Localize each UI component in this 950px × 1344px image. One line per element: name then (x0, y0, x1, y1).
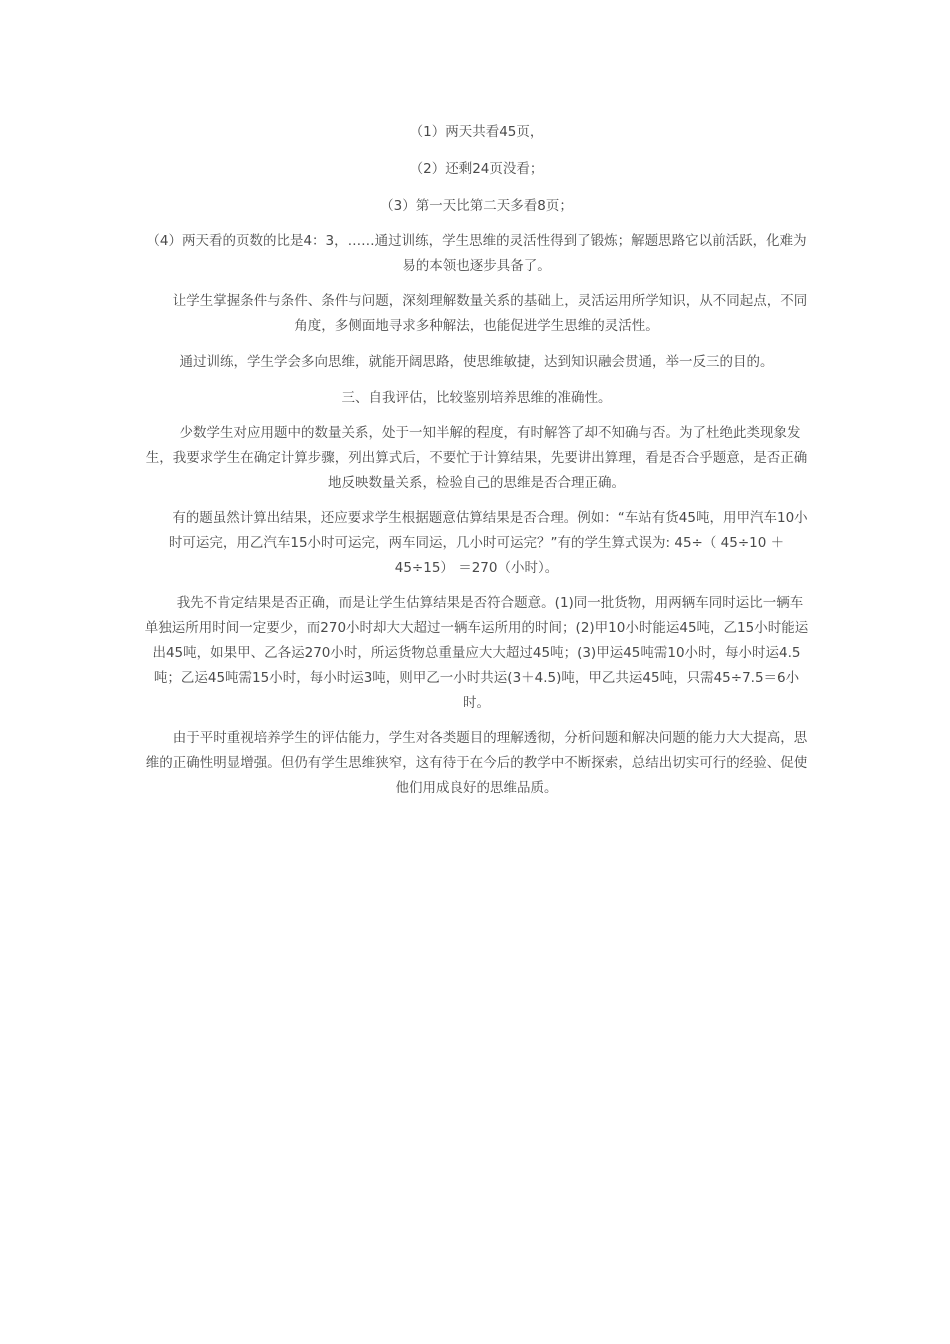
paragraph-item-2: （2）还剩24页没看； (409, 161, 544, 177)
paragraph-flexibility: 让学生掌握条件与条件、条件与问题，深刻理解数量关系的基础上，灵活运用所学知识，从不同起点，不同角度，多侧面地寻求多种解法，也能促进学生思维的灵活性。 (172, 293, 808, 334)
paragraph-accuracy: 少数学生对应用题中的数量关系，处于一知半解的程度，有时解答了却不知确与否。为了杜绝此类现象发生，我要求学生在确定计算步骤，列出算式后，不要忙于计算结果，先要讲出算理，看是否合乎题意，是否正确地反映数量关系，检验自己的思维是否合理正确。 (145, 425, 808, 491)
document-page (143, 120, 810, 812)
paragraph-conclusion: 由于平时重视培养学生的评估能力，学生对各类题目的理解透彻，分析问题和解决问题的能力大大提高，思维的正确性明显增强。但仍有学生思维狭窄，这有待于在今后的教学中不断探索，总结出切实可行的经验、促使他们用成良好的思维品质。 (145, 730, 808, 796)
paragraph-item-4: （4）两天看的页数的比是4：3，……通过训练，学生思维的灵活性得到了锻炼；解题思路它以前活跃，化难为易的本领也逐步具备了。 (146, 233, 807, 274)
paragraph-item-3: （3）第一天比第二天多看8页； (380, 198, 573, 214)
paragraph-estimation: 我先不肯定结果是否正确，而是让学生估算结果是否符合题意。(1)同一批货物，用两辆车同时运比一辆车单独运所用时间一定要少，而270小时却大大超过一辆车运所用的时间；(2)甲10小时能运45吨，乙15小时能运出45吨，如果甲、乙各运270小时，所运货物总重量应大大超过45吨；(3)甲运45吨需10小时，每小时运4.5吨；乙运45吨需15小时，每小时运3吨，则甲乙一小时共运(3＋4.5)吨，甲乙共运45吨，只需45÷7.5＝6小时。 (144, 595, 809, 711)
paragraph-example: 有的题虽然计算出结果，还应要求学生根据题意估算结果是否合理。例如：“车站有货45吨，用甲汽车10小时可运完，用乙汽车15小时可运完，两车同运，几小时可运完？”有的学生算式误为: 45÷（ 45÷10 ＋45÷15） ＝270（小时）。 (168, 510, 808, 576)
paragraph-item-1: （1）两天共看45页， (409, 124, 544, 140)
section-heading: 三、自我评估，比较鉴别培养思维的准确性。 (341, 390, 612, 406)
paragraph-multi-direction: 通过训练，学生学会多向思维，就能开阔思路，使思维敏捷，达到知识融会贯通，举一反三的目的。 (179, 354, 774, 370)
